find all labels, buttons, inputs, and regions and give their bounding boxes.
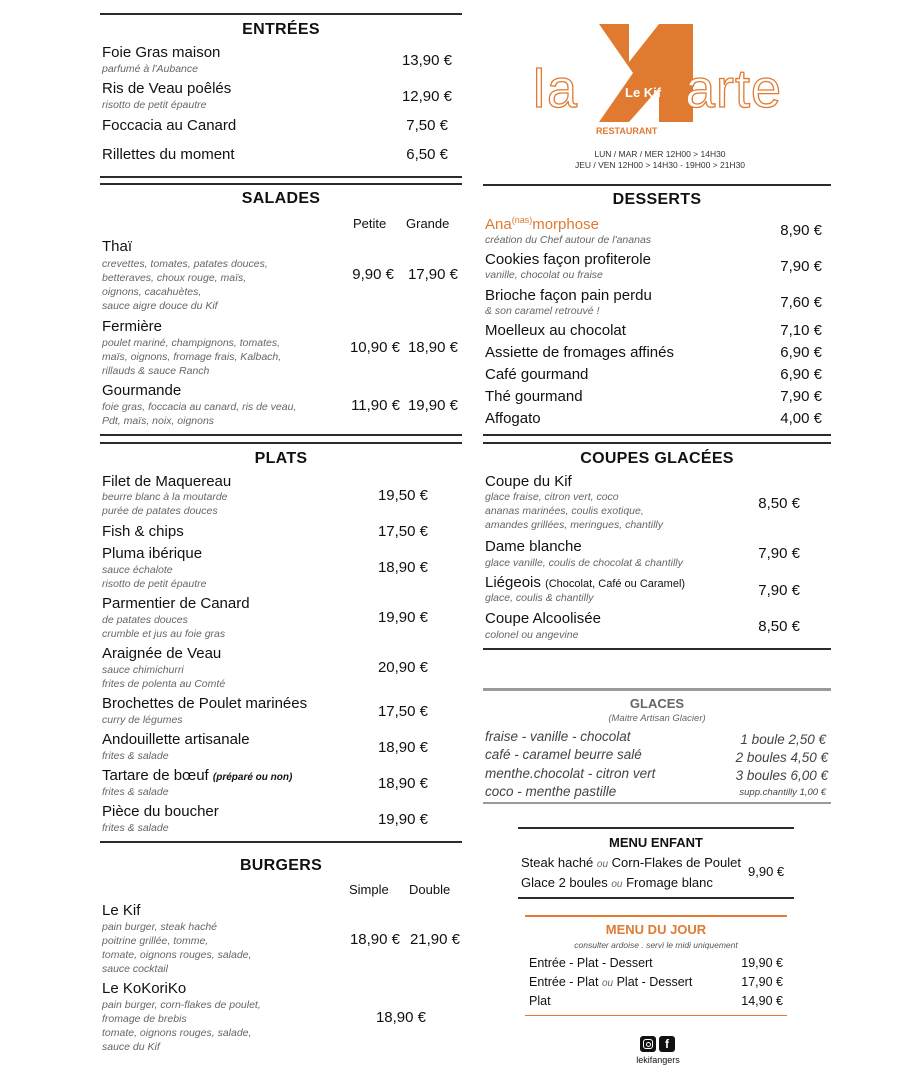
desserts-top-rule (483, 184, 831, 186)
col-header-petite: Petite (353, 216, 387, 231)
enfant-line-1 (521, 855, 741, 870)
item-name: Gourmande (102, 382, 182, 399)
item-name: Café gourmand (485, 366, 589, 383)
item-name: Foie Gras maison (102, 44, 221, 61)
item-name: Coupe Alcoolisée (485, 610, 601, 627)
item-price-grande: 19,90 € (407, 397, 458, 414)
item-desc: de patates douces (102, 614, 188, 626)
item-name: Fermière (102, 318, 163, 335)
item-desc: pain burger, corn-flakes de poulet, (102, 999, 261, 1011)
item-price: 17,50 € (377, 523, 428, 540)
item-price: 7,10 € (780, 322, 822, 339)
item-desc: betteraves, choux rouge, maïs, (102, 272, 247, 284)
enfant-option: Corn-Flakes de Poulet (611, 855, 741, 870)
item-price: 18,90 € (377, 739, 428, 756)
item-name (485, 574, 685, 591)
salades-bottom-rule (100, 434, 462, 436)
item-name-part: morphose (532, 216, 599, 233)
item-desc: sauce chimichurri (102, 664, 184, 676)
item-price: 18,90 € (377, 559, 428, 576)
enfant-or: ou (596, 859, 609, 870)
coupes-bottom-rule (483, 648, 831, 650)
plats-bottom-rule (100, 841, 462, 843)
item-desc: risotto de petit épautre (102, 578, 207, 590)
item-desc: oignons, cacahuètes, (102, 286, 202, 298)
social-handle[interactable]: lekifangers (636, 1055, 680, 1065)
item-desc: vanille, chocolat ou fraise (485, 269, 603, 281)
item-name: Affogato (485, 410, 541, 427)
jour-option: Entrée - Plat (529, 975, 599, 989)
item-desc: & son caramel retrouvé ! (485, 305, 600, 317)
item-price: 12,90 € (401, 88, 452, 105)
item-price: 8,90 € (780, 222, 822, 239)
item-price-petite: 11,90 € (351, 397, 400, 414)
item-name: Pluma ibérique (102, 545, 203, 562)
jour-row-price: 14,90 € (741, 994, 783, 1008)
desserts-title: DESSERTS (612, 191, 702, 208)
item-desc: création du Chef autour de l'ananas (485, 234, 652, 246)
item-desc: sauce du Kif (102, 1041, 160, 1053)
item-price-simple: 18,90 € (375, 1009, 426, 1026)
item-desc: frites & salade (102, 786, 169, 798)
glace-price-line: 2 boules 4,50 € (735, 750, 828, 765)
item-note: (préparé ou non) (212, 772, 293, 783)
item-desc: frites de polenta au Comté (102, 678, 226, 690)
jour-row-price: 19,90 € (741, 956, 783, 970)
item-name (102, 767, 292, 784)
item-name: Foccacia au Canard (102, 117, 237, 134)
item-price: 6,50 € (406, 146, 448, 163)
item-desc: maïs, oignons, fromage frais, Kalbach, (102, 351, 282, 363)
glaces-top-rule (483, 688, 831, 691)
item-name: Brochettes de Poulet marinées (102, 695, 308, 712)
item-note: (Chocolat, Café ou Caramel) (545, 578, 686, 590)
item-desc: foie gras, foccacia au canard, ris de veau, (102, 401, 297, 413)
item-name: Le KoKoriKo (102, 980, 187, 997)
item-desc: ananas marinées, coulis exotique, (485, 505, 644, 517)
item-desc: rillauds & sauce Ranch (102, 365, 210, 377)
jour-subtitle: consulter ardoise . servi le midi uniquement (574, 940, 738, 950)
jour-title: MENU DU JOUR (605, 922, 707, 937)
enfant-price: 9,90 € (748, 864, 785, 879)
item-price: 8,50 € (758, 618, 800, 635)
item-name: Parmentier de Canard (102, 595, 250, 612)
item-name-part: Ana (485, 216, 512, 233)
item-name: Dame blanche (485, 538, 582, 555)
item-name: Filet de Maquereau (102, 473, 232, 490)
item-price-grande: 17,90 € (407, 266, 458, 283)
item-desc: frites & salade (102, 822, 169, 834)
item-desc: crumble et jus au foie gras (102, 628, 226, 640)
item-name: Le Kif (102, 902, 141, 919)
plats-title: PLATS (254, 450, 308, 467)
item-desc: curry de légumes (102, 714, 183, 726)
item-desc: sauce échalote (102, 564, 173, 576)
item-price-simple: 18,90 € (349, 931, 400, 948)
item-name: Thé gourmand (485, 388, 583, 405)
item-desc: sauce cocktail (102, 963, 168, 975)
item-desc: glace fraise, citron vert, coco (485, 491, 619, 503)
facebook-icon[interactable]: f (659, 1036, 675, 1052)
coupes-title: COUPES GLACÉES (580, 450, 734, 467)
enfant-option: Fromage blanc (626, 875, 713, 890)
salades-title: SALADES (241, 190, 321, 207)
plats-top-rule (100, 442, 462, 444)
brand-logo (533, 18, 793, 128)
item-price: 7,50 € (406, 117, 448, 134)
item-desc: fromage de brebis (102, 1013, 187, 1025)
entrees-bottom-rule (100, 176, 462, 178)
item-price: 7,60 € (780, 294, 822, 311)
item-price: 6,90 € (780, 366, 822, 383)
item-price: 18,90 € (377, 775, 428, 792)
col-header-simple: Simple (349, 882, 389, 897)
jour-row-label: Entrée - Plat - Dessert (529, 956, 653, 970)
item-price: 19,90 € (377, 609, 428, 626)
salades-top-rule (100, 183, 462, 185)
item-name: Brioche façon pain perdu (485, 287, 652, 304)
item-desc: beurre blanc à la moutarde (102, 491, 228, 503)
enfant-option: Glace 2 boules (521, 875, 608, 890)
hours-line-2: JEU / VEN 12H00 > 14H30 - 19H00 > 21H30 (574, 160, 746, 170)
enfant-top-rule (518, 827, 794, 829)
item-desc: tomate, oignons rouges, salade, (102, 949, 252, 961)
burgers-title: BURGERS (239, 857, 323, 874)
item-desc: tomate, oignons rouges, salade, (102, 1027, 252, 1039)
jour-option: Plat - Dessert (616, 975, 693, 989)
item-price: 19,50 € (377, 487, 428, 504)
item-desc: risotto de petit épautre (102, 99, 207, 111)
item-name: Andouillette artisanale (102, 731, 250, 748)
jour-or: ou (601, 978, 614, 989)
logo-text-left: la (533, 59, 580, 119)
jour-top-rule (525, 915, 787, 917)
item-name: Fish & chips (102, 523, 184, 540)
enfant-line-2 (521, 875, 713, 890)
enfant-title: MENU ENFANT (609, 835, 703, 850)
item-price-petite: 9,90 € (352, 266, 394, 283)
item-price: 6,90 € (780, 344, 822, 361)
item-price: 8,50 € (758, 495, 800, 512)
instagram-icon[interactable] (640, 1036, 656, 1052)
item-name: Assiette de fromages affinés (485, 344, 674, 361)
item-price: 13,90 € (401, 52, 452, 69)
item-name: Thaï (102, 238, 133, 255)
item-name: Pièce du boucher (102, 803, 219, 820)
item-price: 4,00 € (780, 410, 822, 427)
jour-bottom-rule (525, 1015, 787, 1016)
item-desc: poitrine grillée, tomme, (102, 935, 209, 947)
coupes-top-rule (483, 442, 831, 444)
item-name: Coupe du Kif (485, 473, 572, 490)
jour-row-price: 17,90 € (741, 975, 783, 989)
item-name-text: Liégeois (485, 574, 541, 591)
logo-text-right: arte (685, 59, 783, 119)
glace-supp: supp.chantilly 1,00 € (739, 787, 826, 798)
glace-flavor-line: fraise - vanille - chocolat (485, 729, 631, 744)
glace-flavor-line: menthe.chocolat - citron vert (485, 766, 656, 781)
item-price-grande: 18,90 € (407, 339, 458, 356)
item-price: 19,90 € (377, 811, 428, 828)
enfant-option: Steak haché (521, 855, 594, 870)
col-header-grande: Grande (406, 216, 450, 231)
glaces-subtitle: (Maitre Artisan Glacier) (608, 713, 706, 724)
item-name-text: Tartare de bœuf (102, 767, 209, 784)
item-price: 7,90 € (758, 545, 800, 562)
desserts-bottom-rule (483, 434, 831, 436)
enfant-bottom-rule (518, 897, 794, 899)
item-desc: pain burger, steak haché (102, 921, 217, 933)
item-name: Rillettes du moment (102, 146, 235, 163)
logo-text-mid: Le Kif (625, 85, 662, 100)
item-desc: glace vanille, coulis de chocolat & chantilly (485, 557, 683, 569)
item-desc: colonel ou angevine (485, 629, 579, 641)
item-price: 17,50 € (377, 703, 428, 720)
glaces-bottom-rule (483, 802, 831, 804)
item-desc: poulet mariné, champignons, tomates, (102, 337, 281, 349)
item-desc: sauce aigre douce du Kif (102, 300, 218, 312)
entrees-title: ENTRÉES (242, 21, 320, 38)
item-price-petite: 10,90 € (349, 339, 400, 356)
hours-line-1: LUN / MAR / MER 12H00 > 14H30 (594, 149, 726, 159)
brand-subtitle: RESTAURANT (596, 126, 658, 136)
col-header-double: Double (409, 882, 451, 897)
glace-price-line: 1 boule 2,50 € (740, 732, 826, 747)
enfant-or: ou (611, 879, 623, 890)
item-desc: frites & salade (102, 750, 169, 762)
item-desc: Pdt, maïs, noix, oignons (102, 415, 215, 427)
glace-price-line: 3 boules 6,00 € (735, 768, 828, 783)
glace-flavor-line: café - caramel beurre salé (485, 747, 642, 762)
item-price: 7,90 € (780, 258, 822, 275)
item-name: Ris de Veau poêlés (102, 80, 232, 97)
item-name: Araignée de Veau (102, 645, 222, 662)
item-name-sup: (nas) (511, 215, 533, 225)
item-desc: amandes grillées, meringues, chantilly (485, 519, 664, 531)
item-desc: parfumé à l'Aubance (102, 63, 198, 75)
item-price-double: 21,90 € (409, 931, 460, 948)
item-desc: crevettes, tomates, patates douces, (102, 258, 268, 270)
jour-row-label: Plat (529, 994, 551, 1008)
item-name: Cookies façon profiterole (485, 251, 651, 268)
jour-row-label (529, 975, 692, 989)
item-name: Moelleux au chocolat (485, 322, 626, 339)
item-price: 20,90 € (377, 659, 428, 676)
entrees-top-rule (100, 13, 462, 15)
item-desc: purée de patates douces (102, 505, 218, 517)
item-desc: glace, coulis & chantilly (485, 592, 594, 604)
item-name (485, 215, 599, 233)
glace-flavor-line: coco - menthe pastille (485, 784, 617, 799)
item-price: 7,90 € (780, 388, 822, 405)
item-price: 7,90 € (758, 582, 800, 599)
glaces-title: GLACES (629, 696, 685, 711)
